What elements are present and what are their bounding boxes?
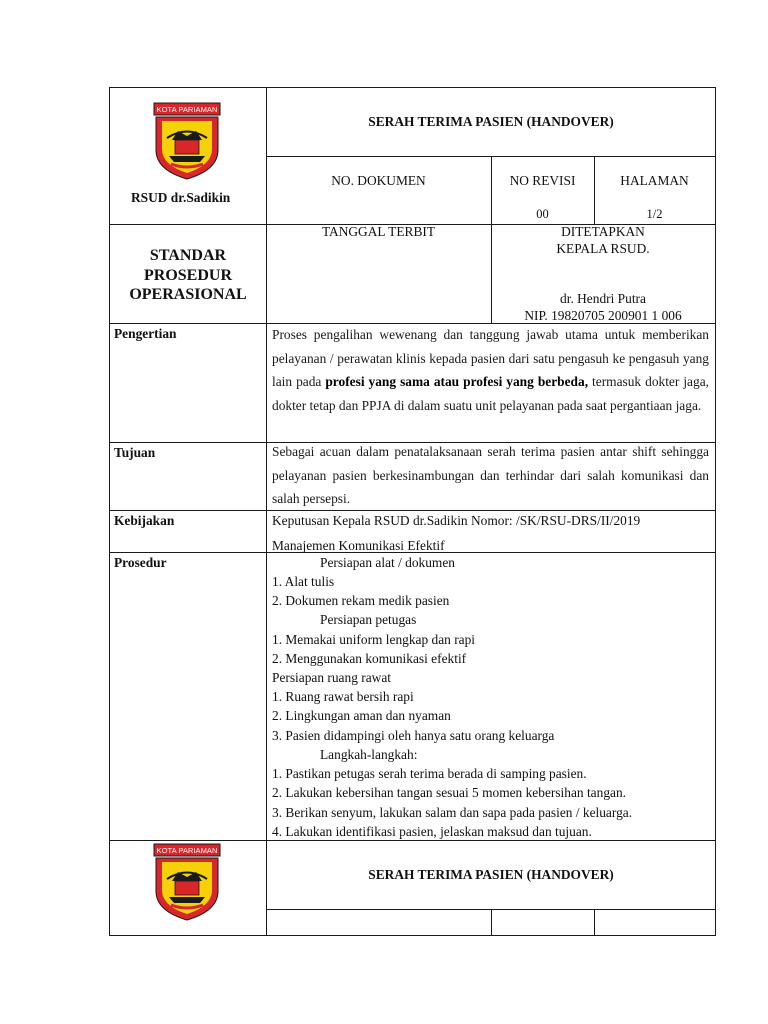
no-dokumen-label: NO. DOKUMEN [331, 173, 426, 188]
revisi-value: 00 [536, 207, 549, 221]
signer-name: dr. Hendri Putra [560, 291, 646, 306]
prosedur-line: 1. Pastikan petugas serah terima berada di samping pasien. [272, 766, 587, 781]
prosedur-heading-alat: Persiapan alat / dokumen [320, 555, 455, 570]
kebijakan-line-2: Manajemen Komunikasi Efektif [272, 538, 445, 553]
prosedur-line: 2. Lakukan kebersihan tangan sesuai 5 momen kebersihan tangan. [272, 785, 626, 800]
signer-nip: NIP. 19820705 200901 1 006 [524, 308, 682, 323]
kebijakan-line-1: Keputusan Kepala RSUD dr.Sadikin Nomor: /SK/RSU-DRS/II/2019 [272, 513, 641, 528]
prosedur-line: 3. Berikan senyum, lakukan salam dan sapa pada pasien / keluarga. [272, 805, 633, 820]
halaman-label: HALAMAN [620, 173, 689, 188]
sop-label: STANDAR PROSEDUR OPERASIONAL [129, 247, 247, 303]
no-revisi-label: NO REVISI [509, 173, 576, 188]
hospital-name: RSUD dr.Sadikin [131, 190, 231, 205]
prosedur-line: 2. Lingkungan aman dan nyaman [272, 708, 451, 723]
prosedur-line: 3. Pasien didampingi oleh hanya satu orang keluarga [272, 728, 555, 743]
svg-text:KOTA PARIAMAN: KOTA PARIAMAN [156, 846, 218, 855]
prosedur-label: Prosedur [114, 555, 167, 570]
prosedur-line: 2. Menggunakan komunikasi efektif [272, 651, 467, 666]
prosedur-heading-petugas: Persiapan petugas [320, 612, 417, 627]
prosedur-heading-langkah: Langkah-langkah: [320, 747, 418, 762]
prosedur-line: 1. Ruang rawat bersih rapi [272, 689, 414, 704]
footer-document-title: SERAH TERIMA PASIEN (HANDOVER) [368, 867, 614, 882]
prosedur-line: 1. Memakai uniform lengkap dan rapi [272, 632, 476, 647]
kota-pariaman-logo [153, 102, 221, 180]
prosedur-line: 2. Dokumen rekam medik pasien [272, 593, 450, 608]
document-title: SERAH TERIMA PASIEN (HANDOVER) [368, 114, 614, 129]
prosedur-line: 1. Alat tulis [272, 574, 335, 589]
prosedur-heading-ruang: Persiapan ruang rawat [272, 670, 391, 685]
kota-pariaman-logo-footer [153, 842, 221, 922]
pengertian-label: Pengertian [114, 326, 177, 341]
kebijakan-label: Kebijakan [114, 513, 175, 528]
pengertian-text: Proses pengalihan wewenang dan tanggung jawab utama untuk memberikan pelayanan / perawatan klinis kepada pasien dari satu pengasuh ke pengasuh yang lain pada profesi yang sama atau profesi yang berbeda, termasuk dokter jaga, dokter tetap dan PPJA di dalam suatu unit pelayanan pada saat pergantiaan jaga. [272, 327, 709, 413]
svg-text:KOTA PARIAMAN: KOTA PARIAMAN [156, 105, 218, 114]
prosedur-line: 4. Lakukan identifikasi pasien, jelaskan maksud dan tujuan. [272, 824, 592, 839]
kepala-rsud-label: KEPALA RSUD. [556, 241, 650, 256]
tujuan-text: Sebagai acuan dalam penatalaksanaan serah terima pasien antar shift sehingga pelayanan pasien berkesinambungan dan terhindar dari salah komunikasi dan salah persepsi. [272, 444, 709, 506]
tujuan-label: Tujuan [114, 445, 156, 460]
ditetapkan-label: DITETAPKAN [561, 224, 645, 239]
halaman-value: 1/2 [646, 207, 663, 221]
tanggal-terbit-label: TANGGAL TERBIT [321, 224, 436, 239]
